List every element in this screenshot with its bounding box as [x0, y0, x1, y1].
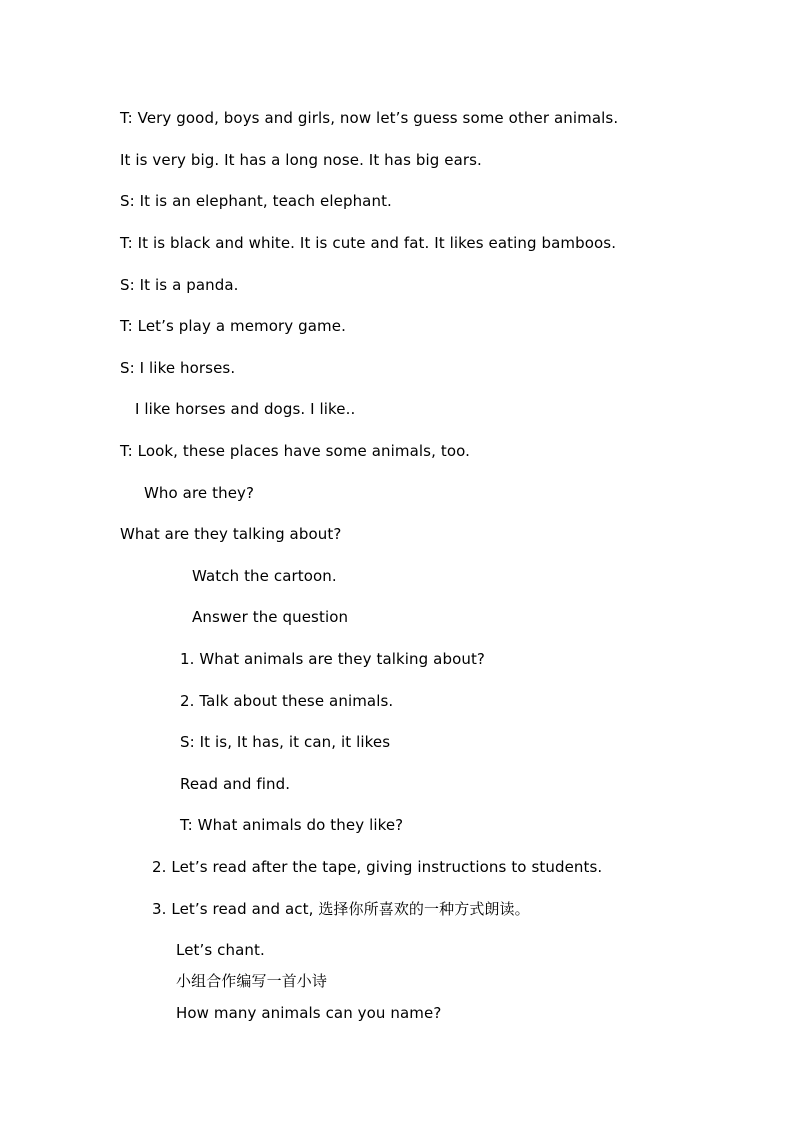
line-22: 小组合作编写一首小诗 [176, 972, 328, 990]
line-5: S: It is a panda. [120, 276, 239, 294]
line-2: It is very big. It has a long nose. It has big ears. [120, 151, 482, 169]
line-20: 3. Let’s read and act, 选择你所喜欢的一种方式朗读。 [152, 900, 530, 918]
line-18: T: What animals do they like? [180, 816, 404, 834]
line-13: Answer the question [192, 608, 349, 626]
line-6: T: Let’s play a memory game. [120, 317, 346, 335]
line-11: What are they talking about? [120, 525, 342, 543]
line-3: S: It is an elephant, teach elephant. [120, 192, 392, 210]
line-8: I like horses and dogs. I like.. [135, 400, 356, 418]
line-10: Who are they? [144, 484, 255, 502]
line-17: Read and find. [180, 775, 291, 793]
line-12: Watch the cartoon. [192, 567, 337, 585]
line-14: 1. What animals are they talking about? [180, 650, 485, 668]
line-7: S: I like horses. [120, 359, 236, 377]
line-16: S: It is, It has, it can, it likes [180, 733, 391, 751]
line-4: T: It is black and white. It is cute and fat. It likes eating bamboos. [120, 234, 617, 252]
line-23: How many animals can you name? [176, 1004, 442, 1022]
line-21: Let’s chant. [176, 941, 265, 959]
line-19: 2. Let’s read after the tape, giving instructions to students. [152, 858, 603, 876]
line-9: T: Look, these places have some animals, too. [120, 442, 470, 460]
line-15: 2. Talk about these animals. [180, 692, 394, 710]
line-1: T: Very good, boys and girls, now let’s guess some other animals. [120, 109, 619, 127]
